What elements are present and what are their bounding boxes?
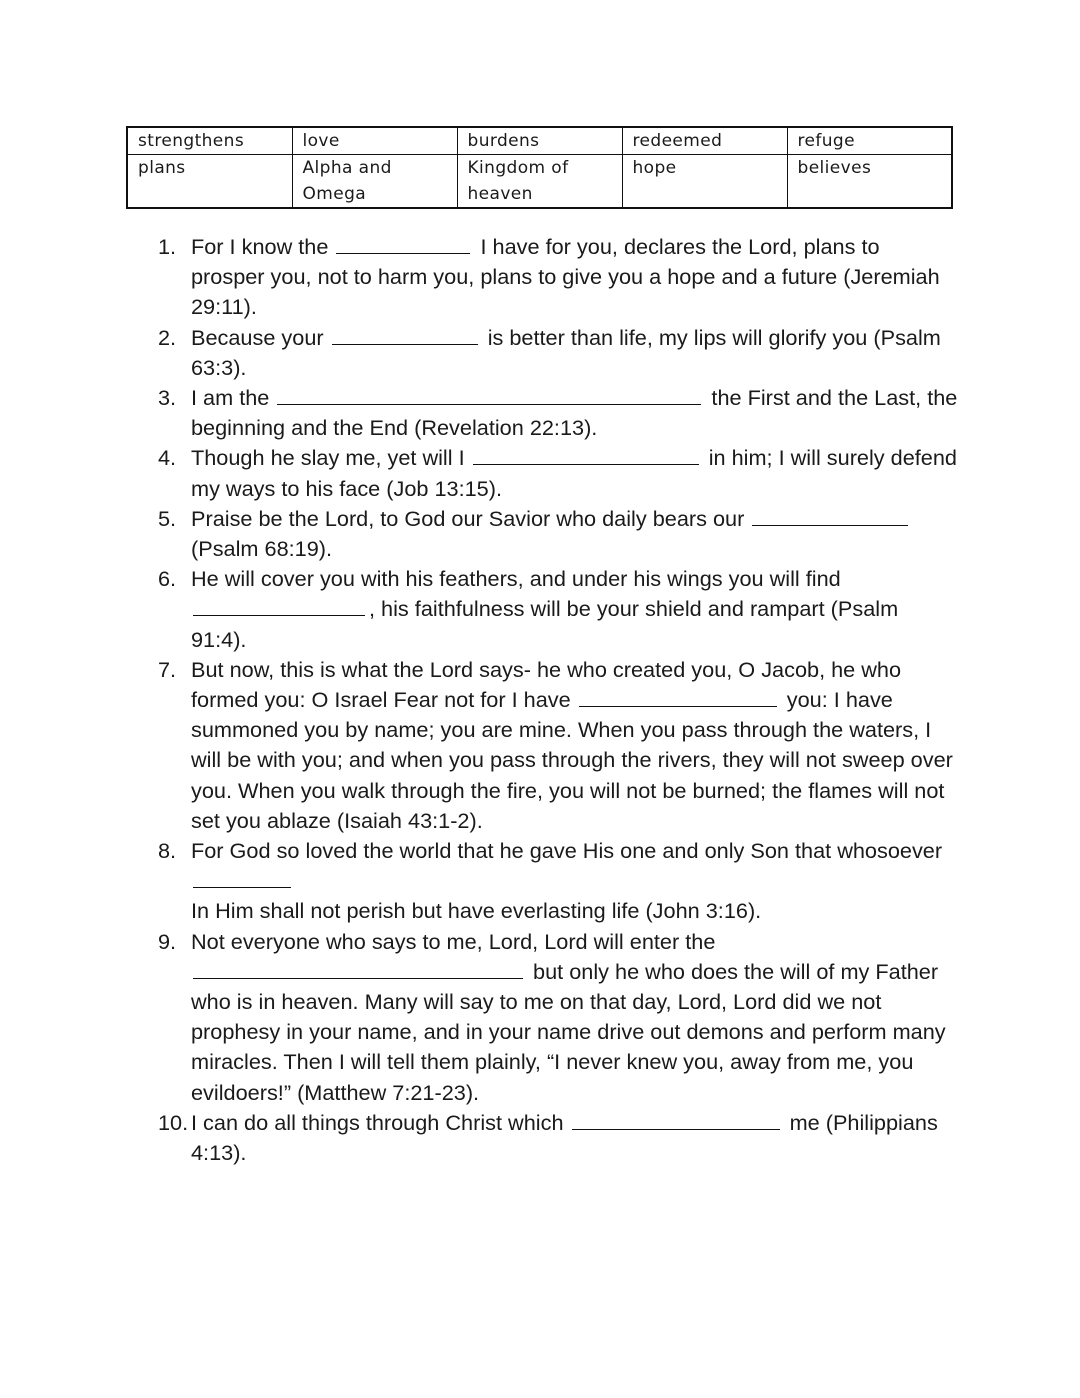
- question-item: [158, 443, 958, 503]
- question-list: [158, 232, 958, 1168]
- question-number: 1.: [158, 234, 177, 259]
- question-text-after: in him; I will surely defend my ways to his face (Job 13:15).: [191, 445, 957, 501]
- answer-blank[interactable]: [336, 232, 470, 254]
- answer-blank[interactable]: [332, 323, 478, 345]
- question-text-after: (Psalm 68:19).: [191, 536, 333, 562]
- question-item: [158, 232, 958, 323]
- word-bank-cell: burdens: [457, 127, 622, 155]
- question-item: [158, 504, 958, 564]
- question-text-after: I have for you, declares the Lord, plans to prosper you, not to harm you, plans to give you a hope and a future (Jeremiah 29:11).: [191, 234, 940, 320]
- question-number: 6.: [158, 566, 177, 592]
- word-bank-cell: plans: [127, 155, 292, 209]
- question-item: [158, 1108, 958, 1168]
- question-text-before: I can do all things through Christ which: [191, 1109, 564, 1135]
- word-bank-row: [127, 155, 952, 209]
- question-number: 3.: [158, 385, 177, 411]
- word-bank-cell: Kingdom of heaven: [457, 155, 622, 209]
- question-text-before: Praise be the Lord, to God our Savior who daily bears our: [191, 505, 745, 531]
- question-text-before: For I know the: [191, 234, 329, 259]
- word-bank-cell: love: [292, 127, 457, 155]
- answer-blank[interactable]: [473, 443, 699, 465]
- word-bank-row: [127, 127, 952, 155]
- answer-blank[interactable]: [193, 957, 523, 979]
- answer-blank[interactable]: [572, 1108, 780, 1130]
- answer-blank[interactable]: [193, 594, 365, 616]
- word-bank-table: [126, 126, 953, 209]
- question-text-after: you: I have summoned you by name; you are mine. When you pass through the waters, I will be with you; and when you pass through the rivers, they will not sweep over you. When you walk through the fire, you will not be burned; the flames will not set you ablaze (Isaiah 43:1-2).: [191, 687, 953, 833]
- word-bank-cell: redeemed: [622, 127, 787, 155]
- question-text-after: In Him shall not perish but have everlasting life (John 3:16).: [191, 898, 762, 924]
- question-text-before: Because your: [191, 324, 324, 350]
- question-item: [158, 927, 958, 1108]
- question-number: 10.: [158, 1109, 189, 1135]
- word-bank-cell: hope: [622, 155, 787, 209]
- word-bank-cell: refuge: [787, 127, 952, 155]
- question-number: 4.: [158, 445, 177, 471]
- answer-blank[interactable]: [193, 866, 291, 888]
- question-text-before: Not everyone who says to me, Lord, Lord will enter the: [191, 928, 716, 954]
- question-text-before: He will cover you with his feathers, and under his wings you will find: [191, 566, 841, 592]
- question-number: 5.: [158, 505, 177, 531]
- question-number: 7.: [158, 656, 177, 682]
- answer-blank[interactable]: [752, 504, 908, 526]
- question-number: 9.: [158, 928, 177, 954]
- word-bank-cell: Alpha and Omega: [292, 155, 457, 209]
- answer-blank[interactable]: [579, 685, 777, 707]
- question-text-before: I am the: [191, 385, 270, 411]
- word-bank-cell: strengthens: [127, 127, 292, 155]
- question-number: 8.: [158, 838, 177, 864]
- question-text-before: For God so loved the world that he gave His one and only Son that whosoever: [191, 838, 943, 864]
- question-item: [158, 564, 958, 655]
- word-bank-cell: believes: [787, 155, 952, 209]
- question-text-after: me (Philippians 4:13).: [191, 1109, 938, 1166]
- question-item: [158, 655, 958, 836]
- question-text-before: But now, this is what the Lord says- he who created you, O Jacob, he who formed you: O Israel Fear not for I have: [191, 656, 902, 713]
- question-item: [158, 383, 958, 443]
- question-number: 2.: [158, 324, 177, 350]
- question-text-after: , his faithfulness will be your shield and rampart (Psalm 91:4).: [191, 596, 899, 652]
- question-text-after: but only he who does the will of my Father who is in heaven. Many will say to me on that day, Lord, Lord did we not prophesy in your name, and in your name drive out demons and perform many miracles. Then I will tell them plainly, “I never knew you, away from me, you evildoers!” (Matthew 7:21-23).: [191, 958, 946, 1105]
- answer-blank[interactable]: [277, 383, 701, 405]
- question-text-before: Though he slay me, yet will I: [191, 445, 465, 471]
- question-text-after: the First and the Last, the beginning and the End (Revelation 22:13).: [191, 385, 958, 441]
- question-item: [158, 323, 958, 383]
- question-text-after: is better than life, my lips will glorify you (Psalm 63:3).: [191, 324, 941, 380]
- question-item: [158, 836, 958, 927]
